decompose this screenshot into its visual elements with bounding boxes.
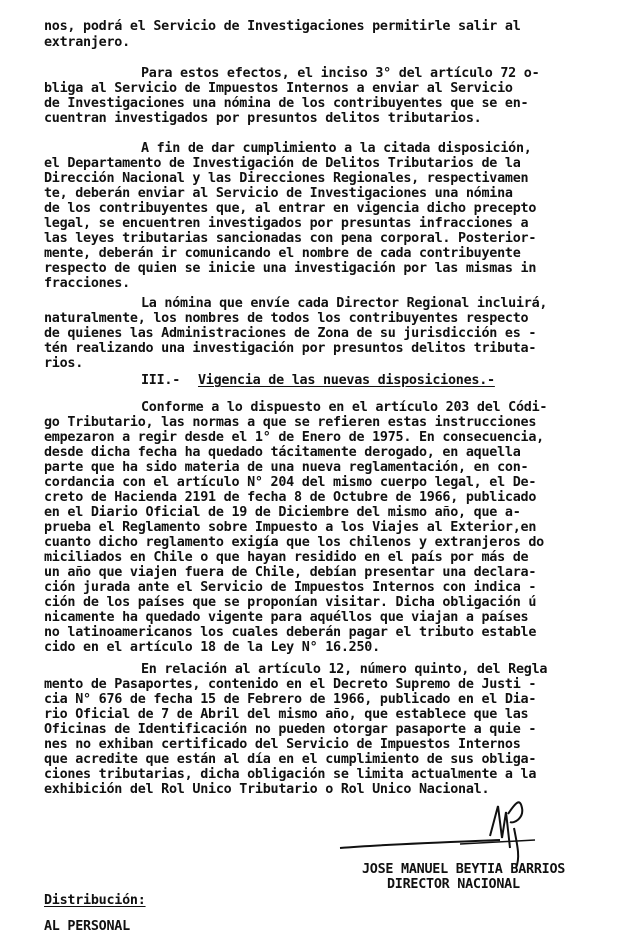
- text-line: de Investigaciones una nómina de los contribuyentes que se en-: [44, 96, 529, 111]
- text-line: en el Diario Oficial de 19 de Diciembre del mismo año, que a-: [44, 505, 521, 520]
- text-line: mento de Pasaportes, contenido en el Decreto Supremo de Justi -: [44, 677, 537, 692]
- text-line: A fin de dar cumplimiento a la citada disposición,: [141, 141, 532, 156]
- text-line: naturalmente, los nombres de todos los contribuyentes respecto: [44, 311, 529, 326]
- text-line: tén realizando una investigación por presuntos delitos tributa-: [44, 341, 537, 356]
- text-line: respecto de quien se inicie una investigación por las mismas in: [44, 261, 537, 276]
- text-line: bliga al Servicio de Impuestos Internos a enviar al Servicio: [44, 81, 513, 96]
- text-line: rio Oficial de 7 de Abril del mismo año, que establece que las: [44, 707, 529, 722]
- text-line: rios.: [44, 356, 84, 371]
- text-line: go Tributario, las normas a que se refieren estas instrucciones: [44, 415, 537, 430]
- text-line: nes no exhiban certificado del Servicio de Impuestos Internos: [44, 737, 521, 752]
- text-line: un año que viajen fuera de Chile, debían presentar una declara-: [44, 565, 537, 580]
- text-line: empezaron a regir desde el 1° de Enero de 1975. En consecuencia,: [44, 430, 544, 445]
- distribution-item: AL PERSONAL: [44, 919, 130, 934]
- text-line: ción de los países que se proponían visitar. Dicha obligación ú: [44, 595, 537, 610]
- text-line: de quienes las Administraciones de Zona de su jurisdicción es -: [44, 326, 537, 341]
- text-line: te, deberán enviar al Servicio de Investigaciones una nómina: [44, 186, 513, 201]
- text-line: nicamente ha quedado vigente para aquéllos que viajan a países: [44, 610, 529, 625]
- text-line: Para estos efectos, el inciso 3° del artículo 72 o-: [141, 66, 540, 81]
- text-line: mente, deberán ir comunicando el nombre de cada contribuyente: [44, 246, 521, 261]
- text-line: legal, se encuentren investigados por presuntas infracciones a: [44, 216, 529, 231]
- text-line: fracciones.: [44, 276, 130, 291]
- signature: [330, 778, 590, 870]
- text-line: no latinoamericanos los cuales deberán pagar el tributo estable: [44, 625, 537, 640]
- text-line: Conforme a lo dispuesto en el artículo 203 del Códi-: [141, 400, 548, 415]
- signer-title: DIRECTOR NACIONAL: [387, 877, 520, 892]
- text-line: cia N° 676 de fecha 15 de Febrero de 1966, publicado en el Dia-: [44, 692, 537, 707]
- section-number: III.-: [141, 373, 181, 388]
- text-line: En relación al artículo 12, número quinto, del Regla: [141, 662, 548, 677]
- text-line: exhibición del Rol Unico Tributario o Rol Unico Nacional.: [44, 782, 490, 797]
- signer-name: JOSE MANUEL BEYTIA BARRIOS: [362, 862, 566, 877]
- text-line: nos, podrá el Servicio de Investigaciones permitirle salir al: [44, 19, 521, 34]
- text-line: el Departamento de Investigación de Delitos Tributarios de la: [44, 156, 521, 171]
- text-line: ción jurada ante el Servicio de Impuestos Internos con indica -: [44, 580, 537, 595]
- text-line: Oficinas de Identificación no pueden otorgar pasaporte a quie -: [44, 722, 537, 737]
- text-line: desde dicha fecha ha quedado tácitamente derogado, en aquella: [44, 445, 521, 460]
- text-line: prueba el Reglamento sobre Impuesto a los Viajes al Exterior,en: [44, 520, 537, 535]
- text-line: las leyes tributarias sancionadas con pena corporal. Posterior-: [44, 231, 537, 246]
- text-line: cordancia con el artículo N° 204 del mismo cuerpo legal, el De-: [44, 475, 537, 490]
- text-line: cuanto dicho reglamento exigía que los chilenos y extranjeros do: [44, 535, 544, 550]
- section-heading: Vigencia de las nuevas disposiciones.-: [198, 373, 495, 388]
- text-line: Dirección Nacional y las Direcciones Regionales, respectivamen: [44, 171, 529, 186]
- text-line: cuentran investigados por presuntos delitos tributarios.: [44, 111, 482, 126]
- text-line: de los contribuyentes que, al entrar en vigencia dicho precepto: [44, 201, 537, 216]
- distribution-label: Distribución:: [44, 893, 146, 908]
- text-line: extranjero.: [44, 35, 130, 50]
- text-line: parte que ha sido materia de una nueva reglamentación, en con-: [44, 460, 529, 475]
- text-line: La nómina que envíe cada Director Regional incluirá,: [141, 296, 548, 311]
- text-line: ciones tributarias, dicha obligación se limita actualmente a la: [44, 767, 537, 782]
- text-line: cido en el artículo 18 de la Ley N° 16.250.: [44, 640, 380, 655]
- text-line: que acredite que están al día en el cumplimiento de sus obliga-: [44, 752, 537, 767]
- text-line: creto de Hacienda 2191 de fecha 8 de Octubre de 1966, publicado: [44, 490, 537, 505]
- text-line: miciliados en Chile o que hayan residido en el país por más de: [44, 550, 529, 565]
